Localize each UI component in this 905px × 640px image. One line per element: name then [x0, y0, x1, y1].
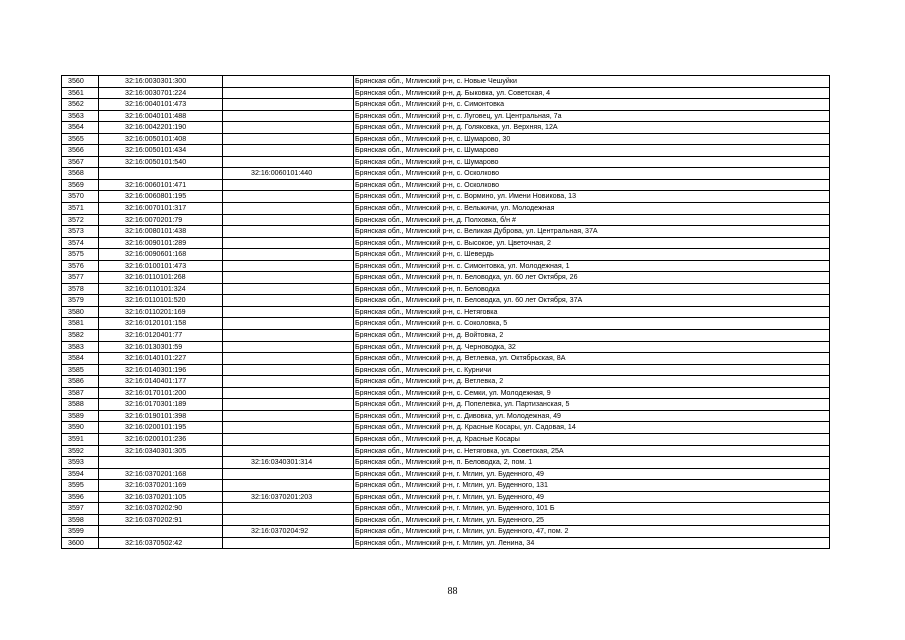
cadastral-number-cell: 32:16:0110101:324: [99, 283, 223, 295]
cadastral-number-cell: 32:16:0050101:408: [99, 133, 223, 145]
row-number-cell: 3570: [62, 191, 99, 203]
table-row: [62, 179, 830, 191]
row-number-cell: 3569: [62, 179, 99, 191]
row-number-cell: 3571: [62, 203, 99, 215]
address-cell: Брянская обл., Мглинский р-н. с. Симонтовка, ул. Молодежная, 1: [354, 260, 830, 272]
row-number-cell: 3581: [62, 318, 99, 330]
table-row: [62, 410, 830, 422]
table-row: [62, 110, 830, 122]
cadastral-number-cell: 32:16:0050101:434: [99, 145, 223, 157]
table-row: [62, 503, 830, 515]
table-row: [62, 99, 830, 111]
cadastral-number-secondary-cell: [223, 480, 354, 492]
row-number-cell: 3590: [62, 422, 99, 434]
table-row: [62, 156, 830, 168]
cadastral-number-cell: 32:16:0200101:236: [99, 433, 223, 445]
table-row: [62, 133, 830, 145]
cadastral-number-cell: 32:16:0110101:520: [99, 295, 223, 307]
cadastral-number-secondary-cell: [223, 422, 354, 434]
cadastral-number-cell: 32:16:0370201:169: [99, 480, 223, 492]
cadastral-number-cell: 32:16:0042201:190: [99, 122, 223, 134]
address-cell: Брянская обл., Мглинский р-н, с. Шумарово, 30: [354, 133, 830, 145]
cadastral-number-secondary-cell: 32:16:0370201:203: [223, 491, 354, 503]
row-number-cell: 3572: [62, 214, 99, 226]
address-cell: Брянская обл., Мглинский р-н, с. Осколково: [354, 179, 830, 191]
cadastral-number-secondary-cell: [223, 214, 354, 226]
row-number-cell: 3592: [62, 445, 99, 457]
row-number-cell: 3576: [62, 260, 99, 272]
cadastral-number-cell: 32:16:0090601:168: [99, 249, 223, 261]
cadastral-number-cell: 32:16:0120401:77: [99, 330, 223, 342]
cadastral-number-cell: 32:16:0170301:189: [99, 399, 223, 411]
cadastral-number-secondary-cell: 32:16:0370204:92: [223, 526, 354, 538]
address-cell: Брянская обл., Мглинский р-н, д. Черноводка, 32: [354, 341, 830, 353]
table-row: [62, 318, 830, 330]
cadastral-number-secondary-cell: [223, 87, 354, 99]
table-row: [62, 445, 830, 457]
address-cell: Брянская обл., Мглинский р-н, п. Беловодка: [354, 283, 830, 295]
table-row: [62, 237, 830, 249]
cadastral-number-cell: 32:16:0200101:195: [99, 422, 223, 434]
row-number-cell: 3561: [62, 87, 99, 99]
cadastral-number-secondary-cell: [223, 179, 354, 191]
table-row: [62, 514, 830, 526]
address-cell: Брянская обл., Мглинский р-н, с. Шумарово: [354, 156, 830, 168]
cadastral-number-cell: 32:16:0170101:200: [99, 387, 223, 399]
cadastral-number-secondary-cell: [223, 295, 354, 307]
address-cell: Брянская обл., Мглинский р-н, д. Ветлевка, 2: [354, 376, 830, 388]
cadastral-number-secondary-cell: [223, 191, 354, 203]
cadastral-number-secondary-cell: [223, 376, 354, 388]
table-row: [62, 526, 830, 538]
address-cell: Брянская обл., Мглинский р-н, п. Беловодка, 2, пом. 1: [354, 457, 830, 469]
cadastral-number-secondary-cell: [223, 283, 354, 295]
cadastral-number-cell: 32:16:0030301:300: [99, 76, 223, 88]
row-number-cell: 3573: [62, 226, 99, 238]
table-row: [62, 226, 830, 238]
cadastral-number-secondary-cell: [223, 503, 354, 515]
table-row: [62, 272, 830, 284]
address-cell: Брянская обл., Мглинский р-н, с. Семки, ул. Молодежная, 9: [354, 387, 830, 399]
cadastral-number-cell: 32:16:0370201:168: [99, 468, 223, 480]
cadastral-number-cell: 32:16:0040101:473: [99, 99, 223, 111]
cadastral-number-secondary-cell: [223, 514, 354, 526]
row-number-cell: 3577: [62, 272, 99, 284]
row-number-cell: 3597: [62, 503, 99, 515]
cadastral-number-cell: 32:16:0090101:289: [99, 237, 223, 249]
row-number-cell: 3591: [62, 433, 99, 445]
address-cell: Брянская обл., Мглинский р-н, с. Курничи: [354, 364, 830, 376]
table-row: [62, 306, 830, 318]
table-row: [62, 214, 830, 226]
cadastral-number-secondary-cell: [223, 237, 354, 249]
cadastral-number-secondary-cell: [223, 99, 354, 111]
cadastral-number-secondary-cell: [223, 272, 354, 284]
table-row: [62, 260, 830, 272]
cadastral-number-cell: 32:16:0050101:540: [99, 156, 223, 168]
address-cell: Брянская обл., Мглинский р-н. с. Соколовка, 5: [354, 318, 830, 330]
cadastral-number-cell: [99, 526, 223, 538]
row-number-cell: 3568: [62, 168, 99, 180]
table-row: [62, 341, 830, 353]
row-number-cell: 3585: [62, 364, 99, 376]
address-cell: Брянская обл., Мглинский р-н, г. Мглин, ул. Буденного, 49: [354, 491, 830, 503]
cadastral-number-cell: [99, 168, 223, 180]
row-number-cell: 3595: [62, 480, 99, 492]
table-row: [62, 87, 830, 99]
row-number-cell: 3560: [62, 76, 99, 88]
table-row: [62, 145, 830, 157]
cadastral-number-secondary-cell: [223, 306, 354, 318]
address-cell: Брянская обл., Мглинский р-н, с. Новые Чешуйки: [354, 76, 830, 88]
table-row: [62, 191, 830, 203]
row-number-cell: 3593: [62, 457, 99, 469]
cadastral-number-cell: 32:16:0120101:158: [99, 318, 223, 330]
address-cell: Брянская обл., Мглинский р-н, д. Голяковка, ул. Верхняя, 12А: [354, 122, 830, 134]
table-row: [62, 457, 830, 469]
address-cell: Брянская обл., Мглинский р-н, г. Мглин, ул. Буденного, 47, пом. 2: [354, 526, 830, 538]
cadastral-number-secondary-cell: [223, 122, 354, 134]
table-row: [62, 422, 830, 434]
address-cell: Брянская обл., Мглинский р-н, с. Высокое, ул. Цветочная, 2: [354, 237, 830, 249]
row-number-cell: 3580: [62, 306, 99, 318]
row-number-cell: 3586: [62, 376, 99, 388]
row-number-cell: 3567: [62, 156, 99, 168]
cadastral-number-secondary-cell: [223, 433, 354, 445]
cadastral-number-secondary-cell: [223, 399, 354, 411]
address-cell: Брянская обл., Мглинский р-н, с. Шумарово: [354, 145, 830, 157]
table-row: [62, 491, 830, 503]
property-table-body: [62, 76, 830, 549]
address-cell: Брянская обл., Мглинский р-н, д. Войтовка, 2: [354, 330, 830, 342]
cadastral-number-secondary-cell: [223, 110, 354, 122]
cadastral-number-cell: 32:16:0370202:91: [99, 514, 223, 526]
address-cell: Брянская обл., Мглинский р-н, д. Ветлевка, ул. Октябрьская, 8А: [354, 353, 830, 365]
cadastral-number-secondary-cell: [223, 410, 354, 422]
cadastral-number-cell: 32:16:0140101:227: [99, 353, 223, 365]
cadastral-number-secondary-cell: [223, 260, 354, 272]
address-cell: Брянская обл., Мглинский р-н, с. Великая Дуброва, ул. Центральная, 37А: [354, 226, 830, 238]
cadastral-number-secondary-cell: [223, 203, 354, 215]
cadastral-number-cell: 32:16:0070101:317: [99, 203, 223, 215]
address-cell: Брянская обл., Мглинский р-н, с. Нетяговка, ул. Советская, 25А: [354, 445, 830, 457]
cadastral-number-cell: 32:16:0080101:438: [99, 226, 223, 238]
row-number-cell: 3600: [62, 537, 99, 549]
cadastral-number-cell: 32:16:0040101:488: [99, 110, 223, 122]
row-number-cell: 3588: [62, 399, 99, 411]
cadastral-number-cell: 32:16:0370502:42: [99, 537, 223, 549]
row-number-cell: 3575: [62, 249, 99, 261]
table-row: [62, 468, 830, 480]
table-row: [62, 399, 830, 411]
table-row: [62, 330, 830, 342]
table-row: [62, 295, 830, 307]
row-number-cell: 3596: [62, 491, 99, 503]
cadastral-number-cell: 32:16:0140401:177: [99, 376, 223, 388]
cadastral-number-cell: 32:16:0030701:224: [99, 87, 223, 99]
cadastral-number-secondary-cell: [223, 364, 354, 376]
cadastral-number-secondary-cell: 32:16:0340301:314: [223, 457, 354, 469]
address-cell: Брянская обл., Мглинский р-н, г. Мглин, ул. Буденного, 49: [354, 468, 830, 480]
cadastral-number-cell: 32:16:0340301:305: [99, 445, 223, 457]
address-cell: Брянская обл., Мглинский р-н, с. Вельжичи, ул. Молодежная: [354, 203, 830, 215]
cadastral-number-secondary-cell: [223, 156, 354, 168]
cadastral-number-cell: 32:16:0190101:398: [99, 410, 223, 422]
address-cell: Брянская обл., Мглинский р-н, п. Беловодка, ул. 60 лет Октября, 26: [354, 272, 830, 284]
address-cell: Брянская обл., Мглинский р-н, г. Мглин, ул. Буденного, 101 Б: [354, 503, 830, 515]
address-cell: Брянская обл., Мглинский р-н, с. Симонтовка: [354, 99, 830, 111]
row-number-cell: 3563: [62, 110, 99, 122]
row-number-cell: 3579: [62, 295, 99, 307]
address-cell: Брянская обл., Мглинский р-н, с. Луговец, ул. Центральная, 7а: [354, 110, 830, 122]
table-row: [62, 122, 830, 134]
row-number-cell: 3583: [62, 341, 99, 353]
address-cell: Брянская обл., Мглинский р-н, п. Беловодка, ул. 60 лет Октября, 37А: [354, 295, 830, 307]
address-cell: Брянская обл., Мглинский р-н, д. Попелевка, ул. Партизанская, 5: [354, 399, 830, 411]
table-row: [62, 283, 830, 295]
table-row: [62, 364, 830, 376]
page-number: 88: [447, 586, 458, 597]
cadastral-number-secondary-cell: [223, 445, 354, 457]
cadastral-number-cell: 32:16:0070201:79: [99, 214, 223, 226]
address-cell: Брянская обл., Мглинский р-н, г. Мглин, ул. Буденного, 131: [354, 480, 830, 492]
cadastral-number-cell: 32:16:0130301:59: [99, 341, 223, 353]
address-cell: Брянская обл., Мглинский р-н, г. Мглин, ул. Буденного, 25: [354, 514, 830, 526]
cadastral-number-secondary-cell: [223, 226, 354, 238]
address-cell: Брянская обл., Мглинский р-н, с. Шевердь: [354, 249, 830, 261]
table-row: [62, 249, 830, 261]
row-number-cell: 3562: [62, 99, 99, 111]
row-number-cell: 3584: [62, 353, 99, 365]
row-number-cell: 3578: [62, 283, 99, 295]
cadastral-number-secondary-cell: [223, 330, 354, 342]
table-row: [62, 376, 830, 388]
row-number-cell: 3589: [62, 410, 99, 422]
row-number-cell: 3599: [62, 526, 99, 538]
row-number-cell: 3582: [62, 330, 99, 342]
cadastral-number-secondary-cell: [223, 387, 354, 399]
address-cell: Брянская обл., Мглинский р-н, с. Вормино, ул. Имени Новикова, 13: [354, 191, 830, 203]
cadastral-number-secondary-cell: [223, 145, 354, 157]
table-row: [62, 353, 830, 365]
row-number-cell: 3565: [62, 133, 99, 145]
cadastral-number-cell: 32:16:0060101:471: [99, 179, 223, 191]
row-number-cell: 3594: [62, 468, 99, 480]
cadastral-number-cell: [99, 457, 223, 469]
table-row: [62, 168, 830, 180]
cadastral-number-cell: 32:16:0110101:268: [99, 272, 223, 284]
row-number-cell: 3564: [62, 122, 99, 134]
cadastral-number-secondary-cell: [223, 318, 354, 330]
table-row: [62, 203, 830, 215]
table-row: [62, 433, 830, 445]
row-number-cell: 3598: [62, 514, 99, 526]
cadastral-number-secondary-cell: [223, 133, 354, 145]
address-cell: Брянская обл., Мглинский р-н, с. Нетяговка: [354, 306, 830, 318]
cadastral-number-cell: 32:16:0370201:105: [99, 491, 223, 503]
row-number-cell: 3574: [62, 237, 99, 249]
address-cell: Брянская обл., Мглинский р-н, г. Мглин, ул. Ленина, 34: [354, 537, 830, 549]
cadastral-number-secondary-cell: [223, 468, 354, 480]
address-cell: Брянская обл., Мглинский р-н, д. Красные Косары: [354, 433, 830, 445]
address-cell: Брянская обл., Мглинский р-н, д. Быковка, ул. Советская, 4: [354, 87, 830, 99]
table-row: [62, 76, 830, 88]
cadastral-number-cell: 32:16:0110201:169: [99, 306, 223, 318]
address-cell: Брянская обл., Мглинский р-н, д. Красные Косары, ул. Садовая, 14: [354, 422, 830, 434]
cadastral-number-cell: 32:16:0370202:90: [99, 503, 223, 515]
cadastral-number-secondary-cell: [223, 341, 354, 353]
cadastral-number-secondary-cell: [223, 76, 354, 88]
table-row: [62, 537, 830, 549]
cadastral-number-secondary-cell: [223, 537, 354, 549]
address-cell: Брянская обл., Мглинский р-н, с. Осколково: [354, 168, 830, 180]
property-table: [61, 75, 830, 549]
row-number-cell: 3566: [62, 145, 99, 157]
cadastral-number-secondary-cell: 32:16:0060101:440: [223, 168, 354, 180]
row-number-cell: 3587: [62, 387, 99, 399]
cadastral-number-secondary-cell: [223, 249, 354, 261]
address-cell: Брянская обл., Мглинский р-н, с. Дивовка, ул. Молодежная, 49: [354, 410, 830, 422]
cadastral-number-cell: 32:16:0100101:473: [99, 260, 223, 272]
address-cell: Брянская обл., Мглинский р-н, д. Полховка, б/н #: [354, 214, 830, 226]
cadastral-number-cell: 32:16:0140301:196: [99, 364, 223, 376]
cadastral-number-cell: 32:16:0060801:195: [99, 191, 223, 203]
cadastral-number-secondary-cell: [223, 353, 354, 365]
table-row: [62, 480, 830, 492]
table-row: [62, 387, 830, 399]
